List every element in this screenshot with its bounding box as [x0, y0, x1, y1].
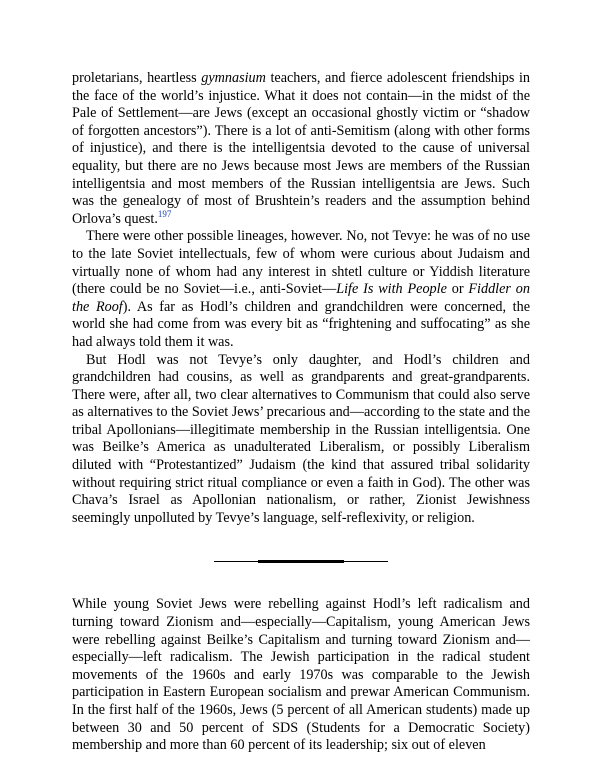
- paragraph-4: While young Soviet Jews were rebelling against Hodl’s left radicalism and turning toward Zionism and—especially—Capitalism, young American Jews were rebelling against Beilke’s Capitalism and turning toward Zionism and—especially—left radicalism. The Jewish participation in the radical student movements of the 1960s and early 1970s was comparable to the Jewish participation in Eastern European socialism and prewar American Communism. In the first half of the 1960s, Jews (5 percent of all American students) made up between 30 and 50 percent of SDS (Students for a Democratic Society) membership and more than 60 percent of its leadership; six out of eleven: [72, 596, 530, 754]
- paragraph-2-text-b: or: [446, 281, 469, 298]
- paragraph-2: [72, 228, 530, 351]
- footnote-ref-197[interactable]: 197: [157, 208, 172, 219]
- paragraph-2-italic-a: Life Is with People: [336, 281, 447, 298]
- paragraph-1-text-b: teachers, and fierce adolescent friendships in the face of the world’s injustice. What it does not contain—in the midst of the Pale of Settlement—are Jews (except an occasional ghostly victim or “shadow of forgotten ancestors”). There is a lot of anti-Semitism (along with other forms of injustice), and there is the intelligentsia devoted to the cause of universal equality, but there are no Jews because most Jews are members of the Russian intelligentsia and most members of the Russian intelligentsia are Jews. Such was the genealogy of most of Brushtein’s readers and the assumption behind Orlova’s quest.: [72, 70, 530, 227]
- section-divider: [72, 556, 530, 570]
- paragraph-2-text-c: ). As far as Hodl’s children and grandchildren were concerned, the world she had come from was every bit as “frightening and suffocating” as she had always told them it was.: [72, 298, 530, 350]
- paragraph-1-text-a: proletarians, heartless: [72, 70, 202, 86]
- paragraph-2-text-a: There were other possible lineages, however. No, not Tevye: he was of no use to the late Soviet intellectuals, few of whom were curious about Judaism and virtually none of whom had any interest in shtetl culture or Yiddish literature (there could be no Soviet—i.e., anti-Soviet—: [72, 228, 530, 298]
- divider-center-bar: [258, 560, 344, 563]
- paragraph-1: [72, 70, 530, 228]
- paragraph-1-italic: gymnasium: [201, 70, 266, 86]
- document-body: [72, 70, 530, 755]
- paragraph-2-italic-b: Fiddler on the Roof: [72, 281, 530, 315]
- paragraph-3: But Hodl was not Tevye’s only daughter, and Hodl’s children and grandchildren had cousins, as well as grandparents and great-grandparents. There were, after all, two clear alternatives to Communism that could also serve as alternatives to the Soviet Jews’ precarious and—according to the state and the tribal Apollonians—illegitimate membership in the Russian intelligentsia. One was Beilke’s America as unadulterated Liberalism, or possibly Liberalism diluted with “Protestantized” Judaism (the kind that assured tribal solidarity without requiring strict ritual compliance or even a faith in God). The other was Chava’s Israel as Apollonian nationalism, or rather, Zionist Jewishness seemingly unpolluted by Tevye’s language, self-reflexivity, or religion.: [72, 351, 530, 526]
